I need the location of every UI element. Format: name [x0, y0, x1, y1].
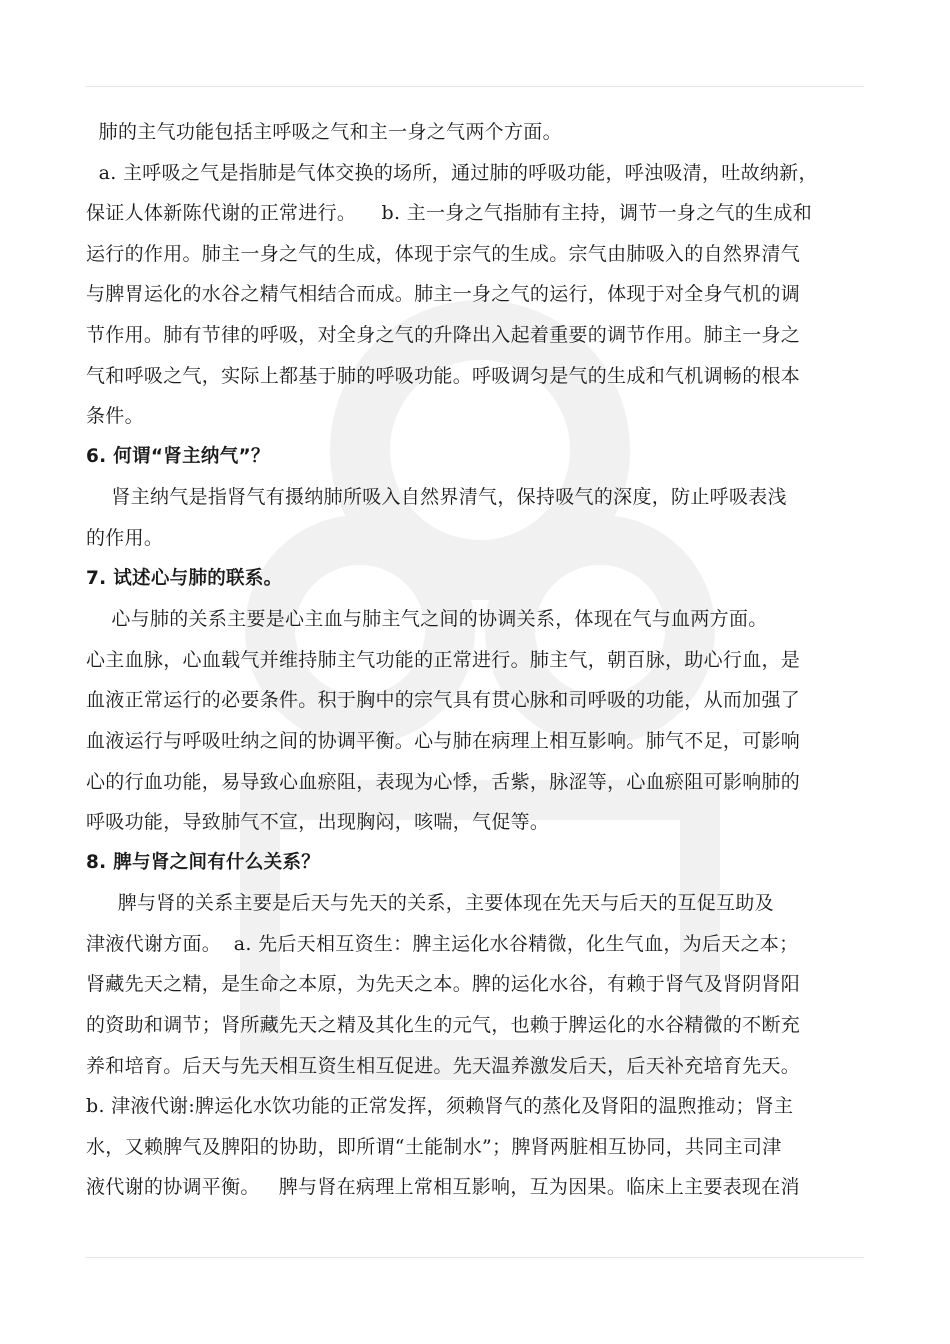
footer-rule: [86, 1257, 864, 1258]
paragraph-line: 心主血脉，心血载气并维持肺主气功能的正常进行。肺主气，朝百脉，助心行血，是: [86, 648, 801, 671]
paragraph-line: 节作用。肺有节律的呼吸，对全身之气的升降出入起着重要的调节作用。肺主一身之: [86, 323, 801, 346]
section-heading: 7. 试述心与肺的联系。: [86, 567, 283, 589]
paragraph-line: 的作用。: [86, 526, 164, 549]
paragraph-line: b. 津液代谢:脾运化水饮功能的正常发挥，须赖肾气的蒸化及肾阳的温煦推动；肾主: [86, 1095, 794, 1118]
paragraph-line: 津液代谢方面。 a. 先后天相互资生：脾主运化水谷精微，化生气血，为后天之本；: [86, 932, 799, 955]
paragraph-line: 脾与肾的关系主要是后天与先天的关系，主要体现在先天与后天的互促互助及: [86, 892, 774, 915]
paragraph-line: 肾藏先天之精，是生命之本原，为先天之本。脾的运化水谷，有赖于肾气及肾阴肾阳: [86, 973, 801, 996]
paragraph-line: a. 主呼吸之气是指肺是气体交换的场所，通过肺的呼吸功能，呼浊吸清，吐故纳新，: [86, 161, 818, 184]
paragraph-line: 保证人体新陈代谢的正常进行。 b. 主一身之气指肺有主持，调节一身之气的生成和: [86, 202, 813, 225]
paragraph-line: 与脾胃运化的水谷之精气相结合而成。肺主一身之气的运行，体现于对全身气机的调: [86, 283, 801, 306]
paragraph-line: 运行的作用。肺主一身之气的生成，体现于宗气的生成。宗气由肺吸入的自然界清气: [86, 242, 801, 265]
document-body: [86, 112, 886, 1208]
paragraph-line: 水，又赖脾气及脾阳的协助，即所谓“土能制水”；脾肾两脏相互协同，共同主司津: [86, 1135, 782, 1158]
section-heading: 8. 脾与肾之间有什么关系？: [86, 851, 321, 873]
paragraph-line: 气和呼吸之气，实际上都基于肺的呼吸功能。呼吸调匀是气的生成和气机调畅的根本: [86, 364, 801, 387]
section-heading: 6. 何谓“肾主纳气”？: [86, 445, 270, 467]
paragraph-line: 肺的主气功能包括主呼吸之气和主一身之气两个方面。: [86, 121, 562, 143]
paragraph-line: 液代谢的协调平衡。 脾与肾在病理上常相互影响，互为因果。临床上主要表现在消: [86, 1176, 800, 1199]
paragraph-line: 的资助和调节；肾所藏先天之精及其化生的元气，也赖于脾运化的水谷精微的不断充: [86, 1014, 801, 1037]
paragraph-line: 血液运行与呼吸吐纳之间的协调平衡。心与肺在病理上相互影响。肺气不足，可影响: [86, 729, 801, 752]
paragraph-line: 呼吸功能，导致肺气不宣，出现胸闷，咳喘，气促等。: [86, 811, 550, 834]
header-rule: [86, 86, 864, 87]
paragraph-line: 条件。: [86, 405, 144, 428]
paragraph-line: 血液正常运行的必要条件。积于胸中的宗气具有贯心脉和司呼吸的功能，从而加强了: [86, 689, 801, 712]
paragraph-line: 肾主纳气是指肾气有摄纳肺所吸入自然界清气，保持吸气的深度，防止呼吸表浅: [86, 486, 787, 509]
paragraph-line: 心的行血功能，易导致心血瘀阻，表现为心悸，舌紫，脉涩等，心血瘀阻可影响肺的: [86, 770, 801, 793]
paragraph-line: 心与肺的关系主要是心主血与肺主气之间的协调关系，体现在气与血两方面。: [86, 608, 768, 631]
paragraph-line: 养和培育。后天与先天相互资生相互促进。先天温养激发后天，后天补充培育先天。: [86, 1054, 801, 1077]
